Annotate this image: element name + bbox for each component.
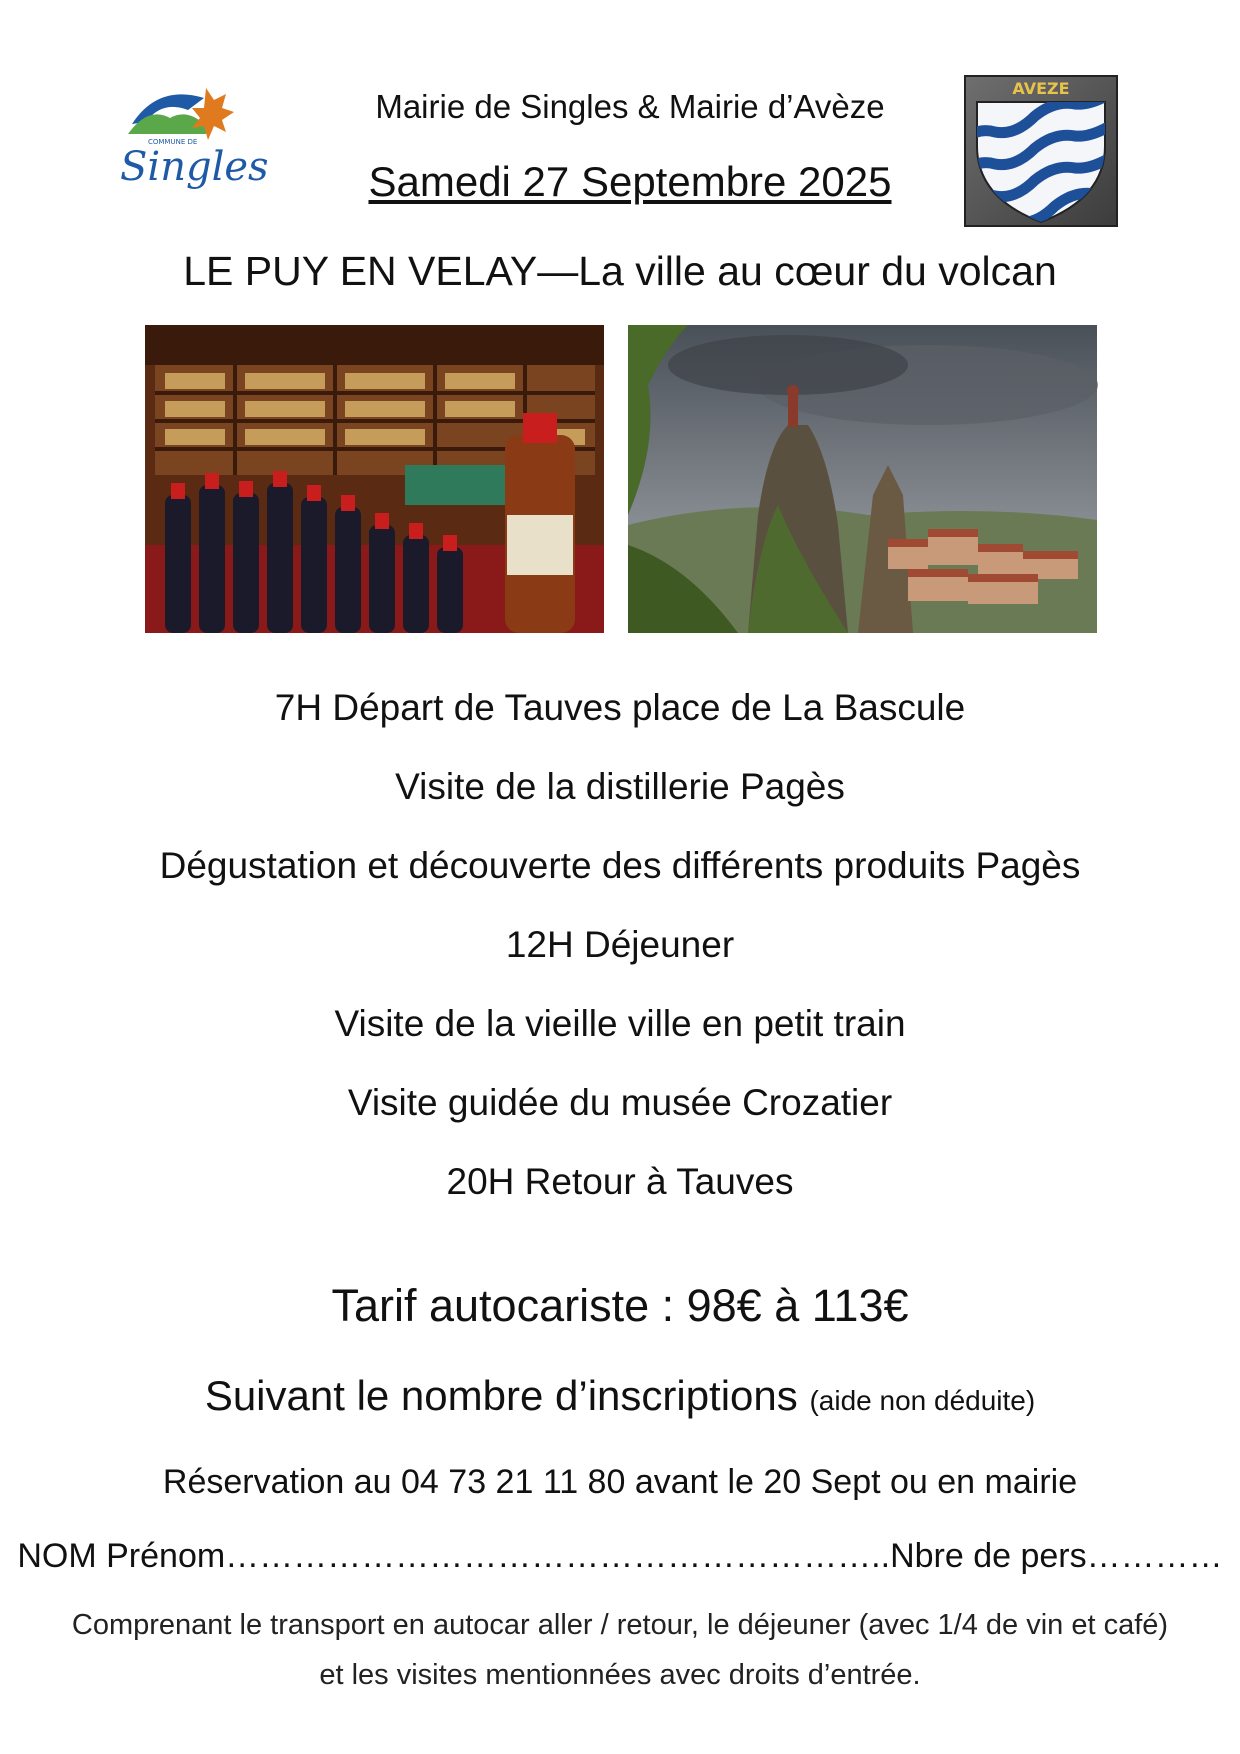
price: Tarif autocariste : 98€ à 113€ bbox=[331, 1280, 909, 1331]
program-item: Visite guidée du musée Crozatier bbox=[347, 1082, 893, 1123]
program-item: Visite de la vieille ville en petit train bbox=[334, 1003, 906, 1044]
price-condition-note: (aide non déduite) bbox=[809, 1385, 1036, 1416]
aveze-wavy-shield-crest-icon bbox=[965, 76, 1117, 226]
program-item: Dégustation et découverte des différents produits Pagès bbox=[159, 845, 1081, 886]
aveze-crest-name: AVEZE bbox=[1012, 79, 1070, 98]
program-item: 20H Retour à Tauves bbox=[446, 1161, 794, 1202]
program-item: 7H Départ de Tauves place de La Bascule bbox=[274, 687, 966, 728]
registration-form-line: NOM Prénom…………………………………………………..Nbre de pers………… bbox=[17, 1537, 1223, 1575]
event-title: LE PUY EN VELAY—La ville au cœur du volcan bbox=[183, 248, 1057, 294]
price-condition bbox=[0, 1372, 1240, 1420]
event-date-text: Samedi 27 Septembre 2025 bbox=[368, 158, 892, 205]
singles-logo-small-text: COMMUNE DE bbox=[148, 138, 198, 146]
price-condition-text: Suivant le nombre d’inscriptions bbox=[204, 1372, 798, 1419]
singles-logo bbox=[118, 80, 269, 190]
program-item: Visite de la distillerie Pagès bbox=[395, 766, 845, 807]
singles-logo-name: Singles bbox=[120, 144, 269, 190]
reservation-info: Réservation au 04 73 21 11 80 avant le 20 Sept ou en mairie bbox=[162, 1463, 1078, 1501]
program-list bbox=[0, 682, 1240, 1235]
distillery-shop-photo bbox=[145, 325, 604, 633]
event-date bbox=[300, 158, 960, 206]
aveze-crest bbox=[965, 76, 1117, 226]
le-puy-volcano-town-photo bbox=[628, 325, 1097, 633]
singles-mountain-leaf-logo-icon bbox=[118, 80, 269, 190]
program-item: 12H Déjeuner bbox=[505, 924, 735, 965]
le-puy-volcano-town-photo-icon bbox=[628, 325, 1097, 633]
organizers: Mairie de Singles & Mairie d’Avèze bbox=[375, 88, 885, 125]
inclusions-footnote: Comprenant le transport en autocar aller / retour, le déjeuner (avec 1/4 de vin et café) et les visites mentionnées avec droits d’entrée. bbox=[71, 1609, 1169, 1691]
distillery-shop-photo-icon bbox=[145, 325, 604, 633]
